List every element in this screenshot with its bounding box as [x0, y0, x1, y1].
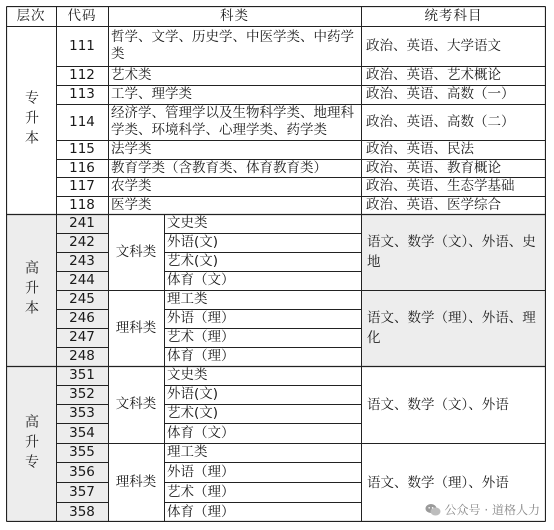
subject-242: 外语(文) — [167, 234, 219, 250]
subject-356: 外语（理） — [167, 463, 235, 480]
wechat-icon — [425, 503, 441, 517]
exam-113: 政治、英语、高数（一） — [366, 86, 515, 102]
track-gsz-like: 理科类 — [115, 474, 157, 490]
subject-358: 体育（理） — [167, 503, 235, 520]
subject-353: 艺术(文) — [167, 405, 219, 421]
enrollment-table — [6, 6, 546, 522]
subject-351: 文史类 — [167, 367, 208, 383]
code-111: 111 — [69, 37, 95, 54]
code-113: 113 — [69, 86, 95, 102]
subject-112: 艺术类 — [111, 67, 152, 83]
code-245: 245 — [69, 291, 95, 307]
header-code: 代码 — [67, 7, 97, 24]
track-gsz-wenke: 文科类 — [115, 396, 157, 412]
code-248: 248 — [69, 348, 95, 364]
subject-116: 教育学类（含教育类、体育教育类） — [111, 159, 327, 176]
code-115: 115 — [69, 141, 95, 157]
code-358: 358 — [69, 503, 95, 520]
subject-114: 经济学、管理学以及生物科学类、地理科学类、环境科学、心理学类、药学类 — [111, 105, 354, 138]
subject-354: 体育（文） — [167, 424, 235, 441]
code-112: 112 — [69, 67, 95, 83]
exam-117: 政治、英语、生态学基础 — [366, 178, 515, 194]
code-243: 243 — [69, 253, 95, 269]
exam-gsb-like: 语文、数学（理）、外语、理化 — [367, 310, 536, 346]
header-subject: 科类 — [220, 7, 249, 24]
code-247: 247 — [69, 329, 95, 345]
exam-115: 政治、英语、民法 — [366, 141, 474, 157]
track-gsb-like: 理科类 — [115, 319, 157, 336]
subject-247: 艺术（理） — [167, 329, 235, 345]
subject-244: 体育（文） — [167, 272, 235, 288]
exam-112: 政治、英语、艺术概论 — [366, 67, 501, 83]
subject-113: 工学、理学类 — [111, 86, 192, 102]
code-241: 241 — [69, 215, 95, 231]
subject-243: 艺术(文) — [167, 253, 219, 269]
header-level: 层次 — [16, 7, 46, 24]
exam-gsz-like: 语文、数学（理）、外语 — [367, 474, 509, 491]
code-351: 351 — [69, 367, 95, 383]
code-118: 118 — [69, 196, 95, 213]
subject-117: 农学类 — [111, 178, 152, 194]
code-246: 246 — [69, 310, 95, 326]
code-356: 356 — [69, 463, 95, 480]
code-116: 116 — [69, 159, 95, 176]
level-zhuanshengben: 专升本 — [23, 90, 39, 150]
code-114: 114 — [69, 113, 95, 130]
code-352: 352 — [69, 386, 95, 402]
watermark-text: 公众号 · 道格人力 — [444, 503, 540, 517]
code-117: 117 — [69, 178, 95, 194]
subject-111: 哲学、文学、历史学、中医学类、中药学类 — [111, 29, 354, 62]
code-242: 242 — [69, 234, 95, 250]
subject-118: 医学类 — [111, 196, 152, 213]
exam-111: 政治、英语、大学语文 — [366, 37, 501, 54]
watermark — [425, 501, 540, 518]
code-353: 353 — [69, 405, 95, 421]
exam-114: 政治、英语、高数（二） — [366, 113, 515, 130]
subject-248: 体育（理） — [167, 348, 235, 364]
subject-115: 法学类 — [111, 141, 152, 157]
code-357: 357 — [69, 483, 95, 500]
subject-355: 理工类 — [167, 444, 208, 460]
code-244: 244 — [69, 272, 95, 288]
header-exam: 统考科目 — [424, 7, 483, 24]
exam-118: 政治、英语、医学综合 — [366, 196, 501, 213]
subject-352: 外语(文) — [167, 386, 219, 402]
exam-116: 政治、英语、教育概论 — [366, 159, 501, 176]
exam-gsz-wenke: 语文、数学（文）、外语 — [367, 396, 509, 413]
subject-357: 艺术（理） — [167, 483, 235, 500]
subject-245: 理工类 — [167, 291, 208, 307]
subject-241: 文史类 — [167, 215, 208, 231]
level-gaoshengben: 高升本 — [23, 260, 39, 320]
track-gsb-wenke: 文科类 — [115, 243, 157, 260]
subject-246: 外语（理） — [167, 310, 235, 326]
level-gaoshengzhuan: 高升专 — [23, 414, 39, 474]
code-355: 355 — [69, 444, 95, 460]
exam-gsb-wenke: 语文、数学（文）、外语、史地 — [367, 234, 536, 270]
code-354: 354 — [69, 424, 95, 441]
